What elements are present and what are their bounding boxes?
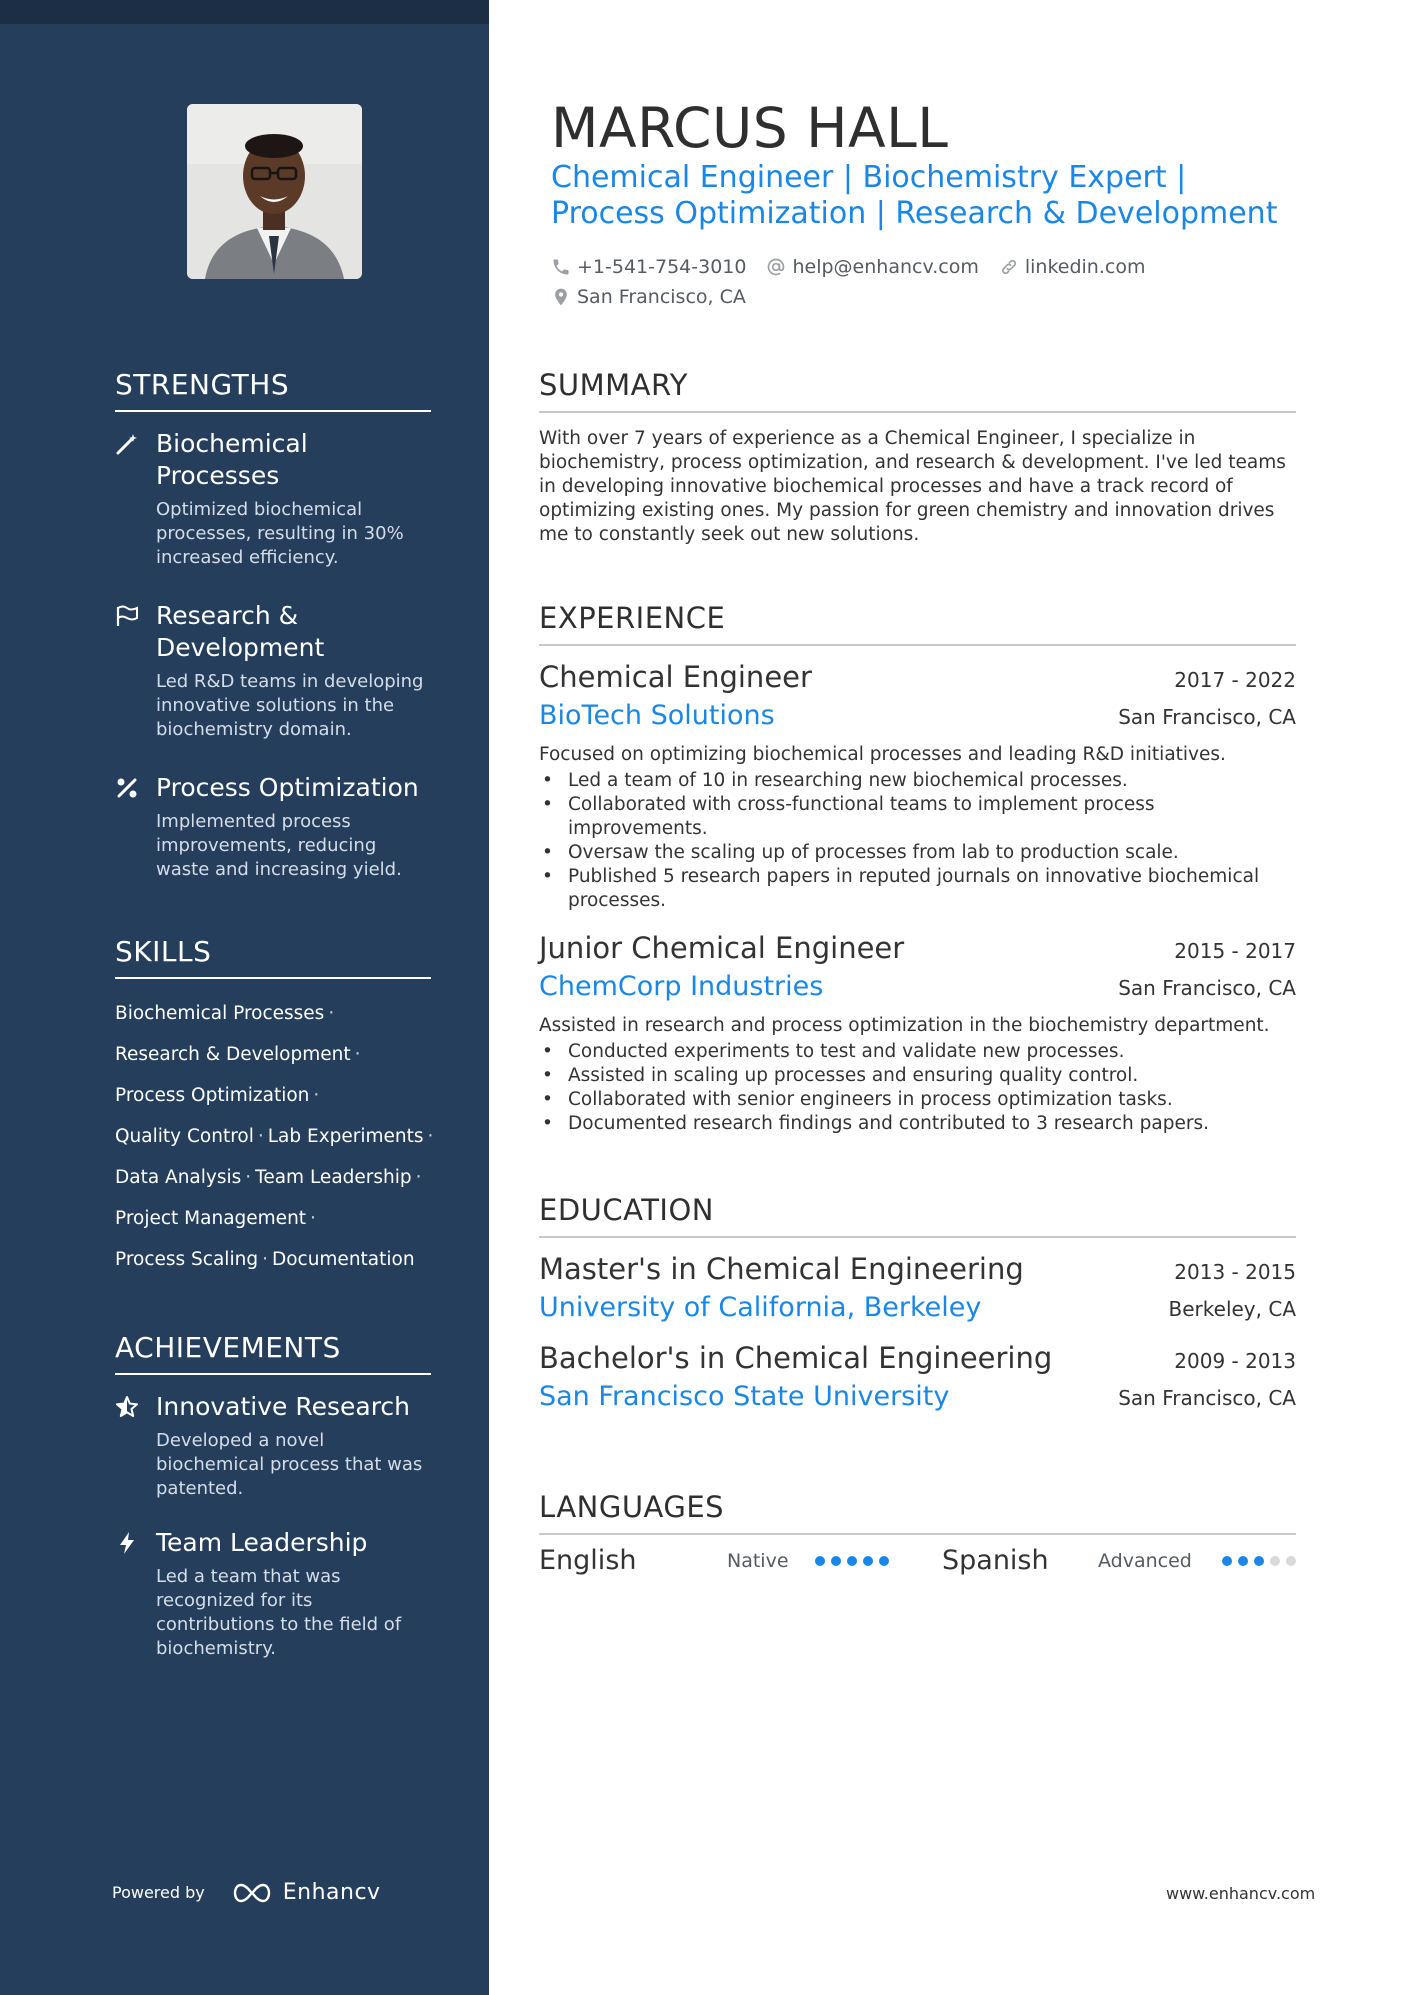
skill-tag: Data Analysis <box>115 1167 242 1188</box>
phone-text: +1-541-754-3010 <box>577 256 747 278</box>
powered-by-label: Powered by <box>112 1883 205 1902</box>
degree-dates: 2009 - 2013 <box>1174 1349 1296 1373</box>
skill-tag: Lab Experiments <box>267 1126 424 1147</box>
strengths-section <box>115 368 431 882</box>
job-bullets <box>539 1040 1296 1136</box>
school-name: University of California, Berkeley <box>539 1292 982 1323</box>
location-contact <box>551 286 746 308</box>
email-text: help@enhancv.com <box>792 256 979 278</box>
footer-website[interactable]: www.enhancv.com <box>1166 1884 1316 1903</box>
achievement-desc: Led a team that was recognized for its contributions to the field of biochemistry. <box>156 1566 402 1659</box>
achievement-title: Team Leadership <box>156 1528 368 1557</box>
candidate-name: MARCUS HALL <box>551 96 949 160</box>
job-description: Assisted in research and process optimization in the biochemistry department. <box>539 1015 1270 1036</box>
skill-tag: Biochemical Processes <box>115 1003 325 1024</box>
job-bullet: • Led a team of 10 in researching new biochemical processes. <box>539 769 1296 793</box>
powered-by <box>112 1880 381 1905</box>
enhancv-logo-icon <box>229 1881 275 1905</box>
skills-line <box>115 1116 434 1157</box>
language-name: Spanish <box>942 1545 1049 1576</box>
job-title: Chemical Engineer <box>539 660 812 694</box>
profile-photo <box>187 104 362 279</box>
sidebar <box>0 0 489 1995</box>
lightning-icon <box>115 1531 139 1555</box>
skill-separator: · <box>328 1003 335 1024</box>
flag-icon <box>115 604 139 628</box>
strength-title: Process Optimization <box>156 773 419 802</box>
job-dates: 2017 - 2022 <box>1174 668 1296 692</box>
enhancv-logo[interactable] <box>229 1880 381 1905</box>
link-icon <box>999 257 1019 277</box>
skills-list <box>115 993 434 1280</box>
rating-dot <box>1254 1556 1264 1566</box>
location-pin-icon <box>551 287 571 307</box>
skills-line <box>115 1239 431 1280</box>
achievement-title: Innovative Research <box>156 1392 411 1421</box>
skill-separator: · <box>415 1167 422 1188</box>
experience-section <box>539 601 1296 1136</box>
degree-dates: 2013 - 2015 <box>1174 1260 1296 1284</box>
strength-item <box>115 772 431 882</box>
achievement-item <box>115 1527 431 1661</box>
email-contact[interactable] <box>766 256 978 278</box>
languages-row <box>539 1545 1296 1576</box>
rating-dot <box>831 1556 841 1566</box>
language-name: English <box>539 1545 637 1576</box>
job-description: Focused on optimizing biochemical processes and leading R&D initiatives. <box>539 744 1226 765</box>
rating-dot <box>847 1556 857 1566</box>
strength-desc: Implemented process improvements, reducing waste and increasing yield. <box>156 811 402 880</box>
achievements-title: ACHIEVEMENTS <box>115 1331 431 1375</box>
experience-title: EXPERIENCE <box>539 601 1296 646</box>
company-name: ChemCorp Industries <box>539 971 824 1002</box>
contact-row <box>551 256 1165 278</box>
skills-line <box>115 993 431 1034</box>
tools-icon <box>115 776 139 800</box>
skill-tag: Process Scaling <box>115 1249 259 1270</box>
skills-line <box>115 1034 431 1075</box>
job-bullet: • Assisted in scaling up processes and ensuring quality control. <box>539 1064 1296 1088</box>
skill-separator: · <box>245 1167 252 1188</box>
at-icon <box>766 257 786 277</box>
job-bullet: • Conducted experiments to test and validate new processes. <box>539 1040 1296 1064</box>
phone-contact[interactable] <box>551 256 746 278</box>
language-rating <box>809 1556 942 1566</box>
company-name: BioTech Solutions <box>539 700 775 731</box>
skill-separator: · <box>313 1085 320 1106</box>
summary-text: With over 7 years of experience as a Chemical Engineer, I specialize in biochemistry, process optimization, and research & development. I've led teams in developing innovative biochemical processes and have a track record of optimizing existing ones. My passion for green chemistry and innovation drives me to constantly seek out new solutions. <box>539 428 1286 545</box>
job-location: San Francisco, CA <box>1118 705 1296 729</box>
education-entry <box>539 1341 1296 1412</box>
degree-title: Bachelor's in Chemical Engineering <box>539 1341 1053 1375</box>
rating-dot <box>1286 1556 1296 1566</box>
brand-name: Enhancv <box>282 1880 381 1905</box>
achievement-desc: Developed a novel biochemical process that was patented. <box>156 1430 423 1499</box>
job-bullet: • Oversaw the scaling up of processes from lab to production scale. <box>539 841 1296 865</box>
skill-separator: · <box>257 1126 264 1147</box>
rating-dot <box>1238 1556 1248 1566</box>
degree-title: Master's in Chemical Engineering <box>539 1252 1024 1286</box>
skill-tag: Process Optimization <box>115 1085 310 1106</box>
rating-dot <box>1270 1556 1280 1566</box>
school-location: Berkeley, CA <box>1168 1297 1296 1321</box>
skill-separator: · <box>310 1208 316 1229</box>
education-title: EDUCATION <box>539 1193 1296 1238</box>
job-bullet: • Collaborated with senior engineers in process optimization tasks. <box>539 1088 1296 1112</box>
job-dates: 2015 - 2017 <box>1174 939 1296 963</box>
experience-entry <box>539 660 1296 913</box>
magic-wand-icon <box>115 432 139 456</box>
skills-section <box>115 935 434 1280</box>
job-bullet: • Collaborated with cross-functional teams to implement process improvements. <box>539 793 1296 841</box>
job-title: Junior Chemical Engineer <box>539 931 905 965</box>
rating-dot <box>815 1556 825 1566</box>
job-location: San Francisco, CA <box>1118 976 1296 1000</box>
strength-title: Biochemical Processes <box>156 429 308 490</box>
sidebar-top-bar <box>0 0 489 24</box>
language-rating <box>1216 1556 1296 1566</box>
skills-line <box>115 1198 431 1239</box>
skill-tag: Project Management <box>115 1208 307 1229</box>
skill-tag: Research & Development <box>115 1044 351 1065</box>
phone-icon <box>551 257 571 277</box>
education-entry <box>539 1252 1296 1323</box>
skill-tag: Quality Control <box>115 1126 254 1147</box>
languages-section <box>539 1490 1296 1576</box>
website-text: linkedin.com <box>1024 256 1146 278</box>
education-section <box>539 1193 1296 1412</box>
job-bullets <box>539 769 1296 913</box>
achievements-section <box>115 1331 431 1661</box>
strength-item <box>115 428 431 570</box>
strength-desc: Optimized biochemical processes, resulting in 30% increased efficiency. <box>156 499 404 568</box>
skill-separator: · <box>262 1249 268 1270</box>
star-icon <box>115 1395 139 1419</box>
rating-dot <box>863 1556 873 1566</box>
strength-desc: Led R&D teams in developing innovative solutions in the biochemistry domain. <box>156 671 424 740</box>
achievement-item <box>115 1391 431 1501</box>
strength-item <box>115 600 431 742</box>
website-contact[interactable] <box>999 256 1146 278</box>
summary-title: SUMMARY <box>539 368 1296 413</box>
languages-title: LANGUAGES <box>539 1490 1296 1535</box>
language-level: Advanced <box>1098 1549 1192 1572</box>
skill-separator: · <box>427 1126 434 1147</box>
skill-separator: · <box>354 1044 361 1065</box>
job-bullet: • Published 5 research papers in reputed journals on innovative biochemical processes. <box>539 865 1296 913</box>
skills-line <box>115 1157 431 1198</box>
strength-title: Research & Development <box>156 601 325 662</box>
rating-dot <box>1222 1556 1232 1566</box>
school-location: San Francisco, CA <box>1118 1386 1296 1410</box>
skills-line <box>115 1075 431 1116</box>
experience-entry <box>539 931 1296 1136</box>
school-name: San Francisco State University <box>539 1381 950 1412</box>
job-bullet: • Documented research findings and contributed to 3 research papers. <box>539 1112 1296 1136</box>
location-text: San Francisco, CA <box>577 286 746 308</box>
language-level: Native <box>727 1549 789 1572</box>
location-row <box>551 286 766 308</box>
skill-tag: Documentation <box>271 1249 415 1270</box>
rating-dot <box>879 1556 889 1566</box>
headline: Chemical Engineer | Biochemistry Expert | Process Optimization | Research & Development <box>551 160 1278 231</box>
skills-title: SKILLS <box>115 935 431 979</box>
skill-tag: Team Leadership <box>255 1167 412 1188</box>
strengths-title: STRENGTHS <box>115 368 431 412</box>
summary-section <box>539 368 1296 547</box>
